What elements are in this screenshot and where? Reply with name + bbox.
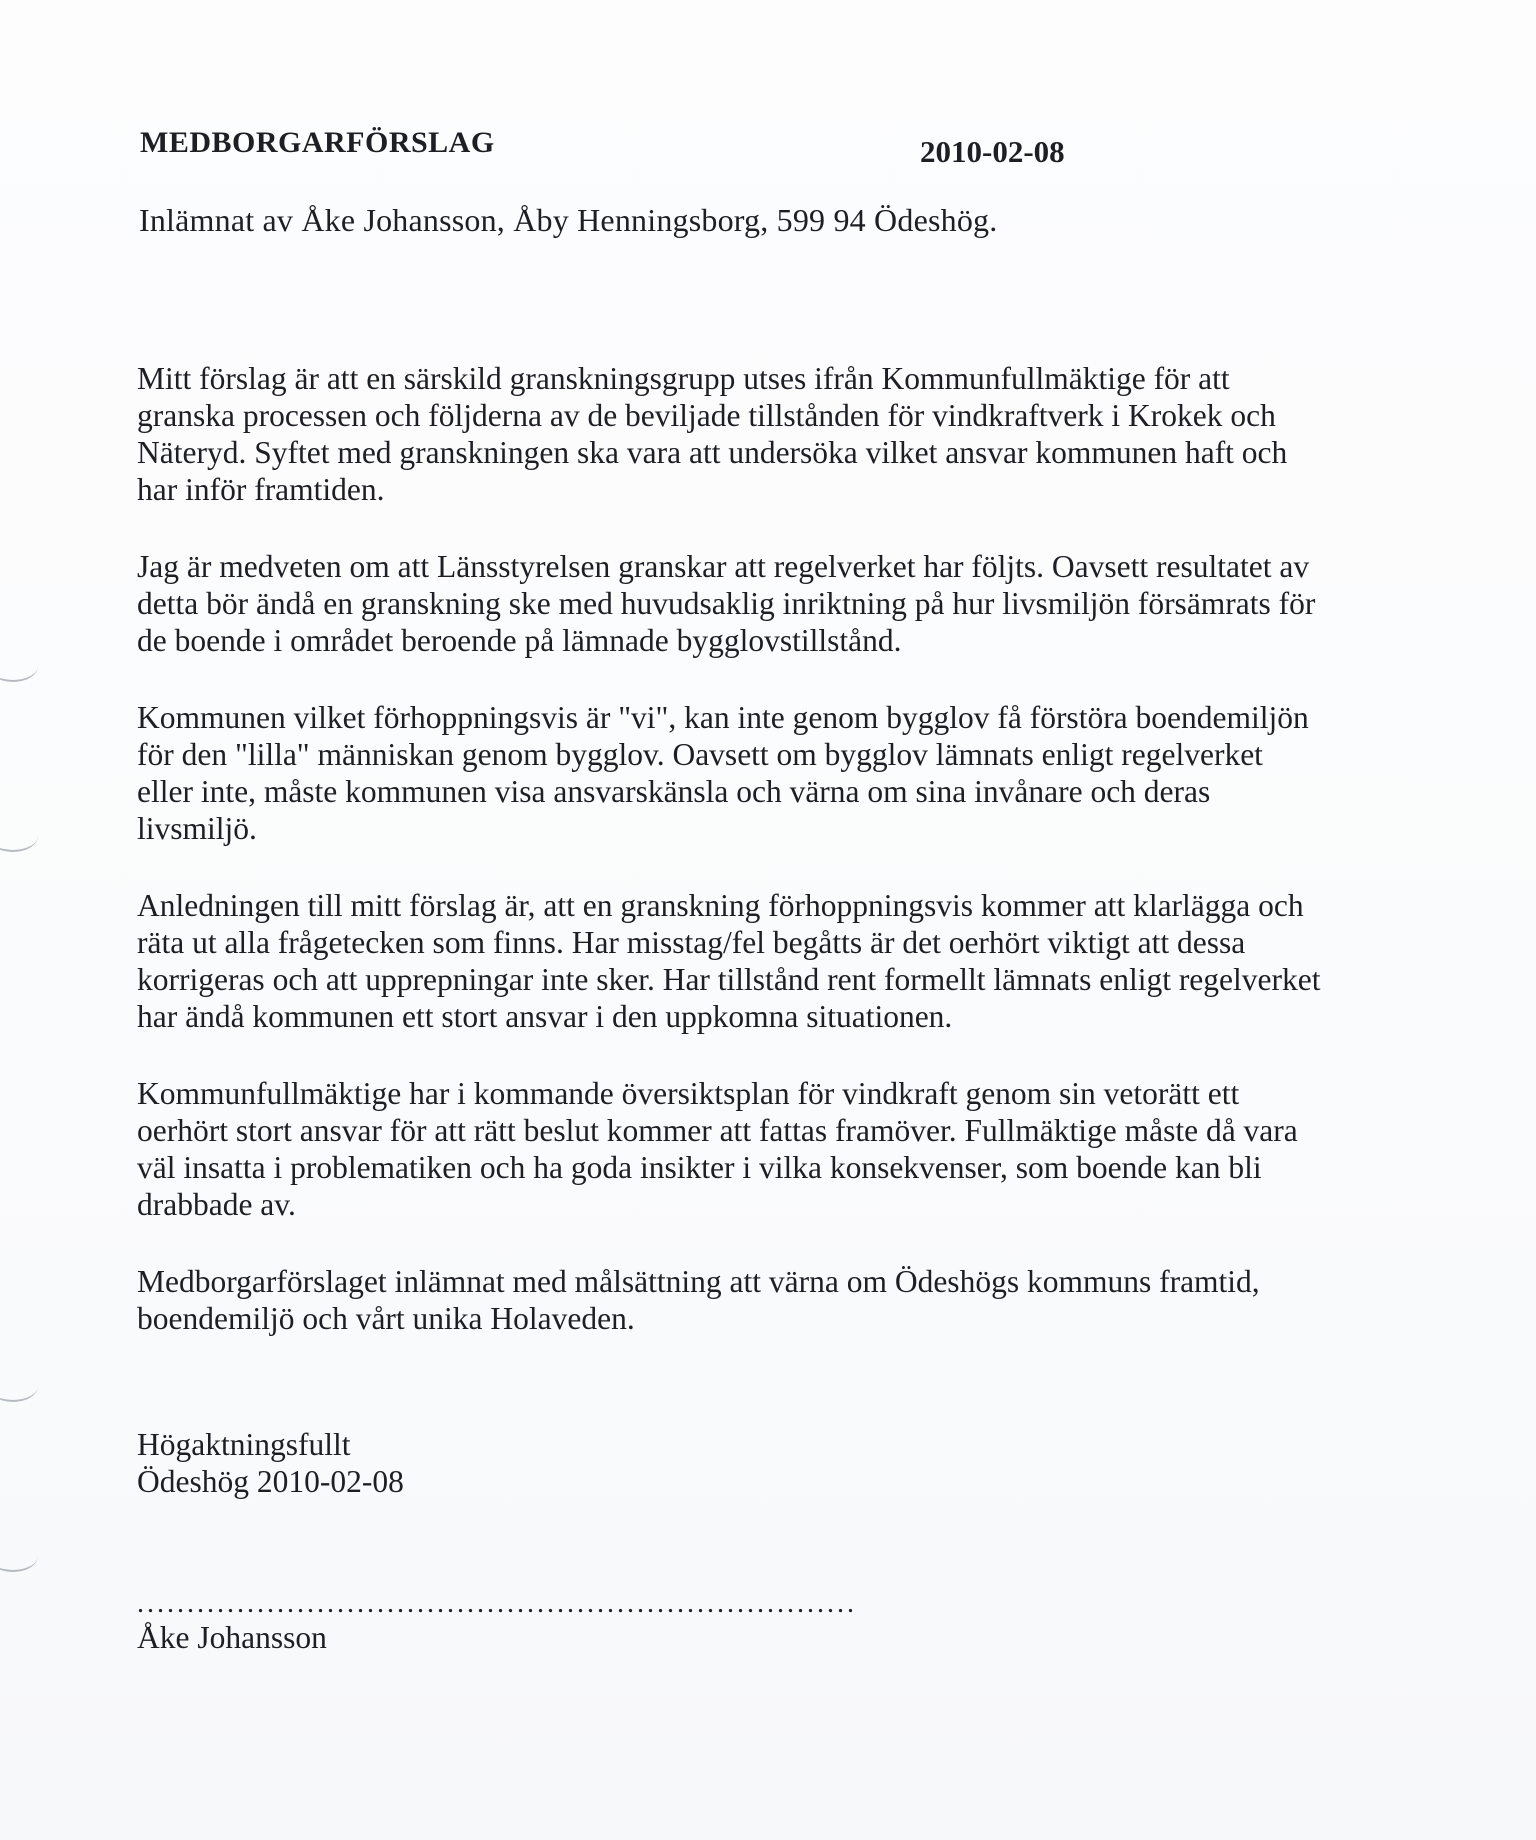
punch-hole-mark xyxy=(0,650,38,682)
signature-dotted-line: ........................................................................ xyxy=(137,1588,857,1619)
submitter-line: Inlämnat av Åke Johansson, Åby Henningsborg, 599 94 Ödeshög. xyxy=(139,202,998,238)
paragraph: Kommunfullmäktige har i kommande översiktsplan för vindkraft genom sin vetorätt ett oerhört stort ansvar för att rätt beslut kommer att fattas framöver. Fullmäktige måste då vara väl insatta i problematiken och ha goda insikter i vilka konsekvenser, som boende kan bli drabbade av. xyxy=(137,1076,1298,1222)
document-date: 2010-02-08 xyxy=(920,134,1065,169)
paragraph: Jag är medveten om att Länsstyrelsen granskar att regelverket har följts. Oavsett resultatet av detta bör ändå en granskning ske med huvudsaklig inriktning på hur livsmiljön försämrats för de boende i området beroende på lämnade bygglovstillstånd. xyxy=(137,549,1316,658)
signature-name: Åke Johansson xyxy=(137,1620,327,1655)
punch-hole-mark xyxy=(0,1370,38,1402)
paragraph: Medborgarförslaget inlämnat med målsättning att värna om Ödeshögs kommuns framtid, boendemiljö och vårt unika Holaveden. xyxy=(137,1264,1260,1336)
closing-place-date: Ödeshög 2010-02-08 xyxy=(137,1464,404,1499)
closing-salutation: Högaktningsfullt xyxy=(137,1427,351,1462)
paragraph: Kommunen vilket förhoppningsvis är "vi", kan inte genom bygglov få förstöra boendemiljön för den "lilla" människan genom bygglov. Oavsett om bygglov lämnats enligt regelverket eller inte, måste kommunen visa ansvarskänsla och värna om sina invånare och deras livsmiljö. xyxy=(137,700,1309,846)
paragraph: Mitt förslag är att en särskild granskningsgrupp utses ifrån Kommunfullmäktige för att granska processen och följderna av de beviljade tillstånden för vindkraftverk i Krokek och Näteryd. Syftet med granskningen ska vara att undersöka vilket ansvar kommunen haft och har inför framtiden. xyxy=(137,361,1288,507)
paragraph: Anledningen till mitt förslag är, att en granskning förhoppningsvis kommer att klarlägga och räta ut alla frågetecken som finns. Har misstag/fel begåtts är det oerhört viktigt att dessa korrigeras och att upprepningar inte sker. Har tillstånd rent formellt lämnats enligt regelverket har ändå kommunen ett stort ansvar i den uppkomna situationen. xyxy=(137,888,1321,1034)
punch-hole-mark xyxy=(0,820,38,852)
closing-block xyxy=(137,1426,404,1500)
punch-hole-mark xyxy=(0,1540,38,1572)
document-title: MEDBORGARFÖRSLAG xyxy=(140,126,495,159)
letter-body xyxy=(137,360,1407,1377)
